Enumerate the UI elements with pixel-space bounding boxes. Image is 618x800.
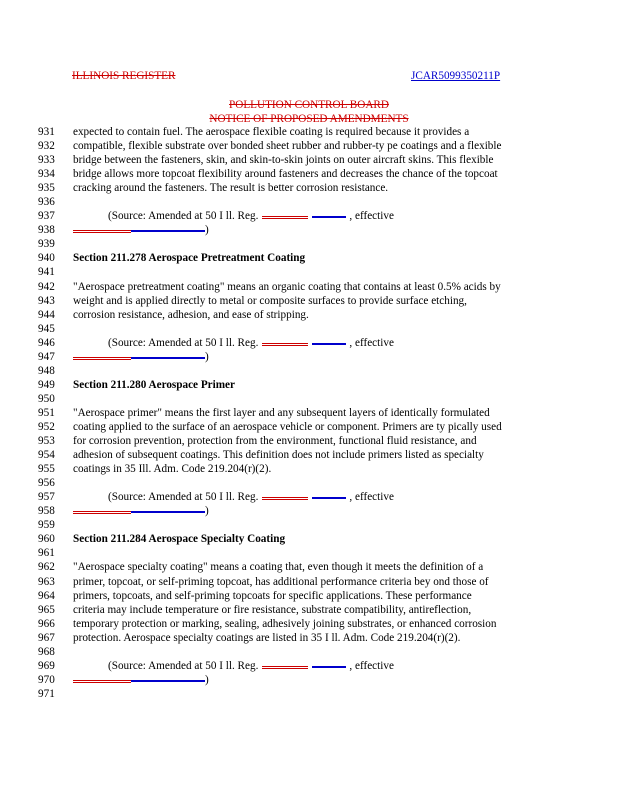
source-text: (Source: Amended at 50 I ll. Reg. [108, 491, 259, 504]
deleted-blank [262, 666, 308, 667]
document-line [0, 294, 618, 308]
document-line [0, 659, 618, 673]
document-line [0, 617, 618, 631]
document-line [0, 308, 618, 322]
deleted-blank [73, 680, 131, 681]
inserted-blank [131, 357, 205, 359]
line-number: 939 [38, 238, 55, 251]
line-number: 941 [38, 266, 55, 279]
line-number: 960 [38, 533, 55, 546]
line-text: "Aerospace primer" means the first layer and any subsequent layers of identically formulated [73, 406, 490, 419]
source-note-end [73, 350, 209, 364]
inserted-blank [312, 497, 346, 499]
line-number: 951 [38, 406, 55, 419]
document-line [0, 476, 618, 490]
inserted-blank [312, 343, 346, 345]
document-line [0, 645, 618, 659]
document-line [0, 631, 618, 645]
line-number: 942 [38, 280, 55, 293]
line-number: 966 [38, 617, 55, 630]
line-number: 961 [38, 547, 55, 560]
inserted-blank [131, 680, 205, 682]
document-line [0, 420, 618, 434]
document-line [0, 153, 618, 167]
document-line [0, 462, 618, 476]
line-number: 963 [38, 575, 55, 588]
deleted-blank [262, 343, 308, 344]
line-number: 932 [38, 140, 55, 153]
line-number: 958 [38, 505, 55, 518]
line-text: adhesion of subsequent coatings. This definition does not include primers listed as specialty [73, 449, 484, 462]
line-number: 959 [38, 519, 55, 532]
line-text: compatible, flexible substrate over bonded sheet rubber and rubber-ty pe coatings and a flexible [73, 140, 502, 153]
document-line [0, 406, 618, 420]
document-line [0, 490, 618, 504]
line-number: 931 [38, 126, 55, 138]
line-number: 953 [38, 435, 55, 448]
source-note [108, 336, 394, 350]
document-line [0, 448, 618, 462]
line-number: 962 [38, 561, 55, 574]
effective-text: , effective [349, 659, 394, 672]
line-text: primer, topcoat, or self-priming topcoat, has additional performance criteria bey ond those of [73, 575, 489, 588]
document-line [0, 181, 618, 195]
line-number: 952 [38, 420, 55, 433]
line-text: cracking around the fasteners. The result is better corrosion resistance. [73, 182, 389, 195]
document-line [0, 687, 618, 701]
line-number: 967 [38, 631, 55, 644]
line-number: 934 [38, 168, 55, 181]
document-line [0, 265, 618, 279]
line-number: 956 [38, 477, 55, 490]
document-line [0, 673, 618, 687]
line-text: coating applied to the surface of an aerospace vehicle or component. Primers are ty pically used [73, 420, 502, 433]
line-number: 970 [38, 673, 55, 686]
document-line [0, 518, 618, 532]
document-line [0, 392, 618, 406]
source-note-end [73, 673, 209, 687]
effective-text: , effective [349, 336, 394, 349]
source-note [108, 209, 394, 223]
line-number: 971 [38, 687, 55, 700]
deleted-blank [73, 357, 131, 358]
line-number: 955 [38, 463, 55, 476]
document-line [0, 532, 618, 546]
line-number: 954 [38, 449, 55, 462]
deleted-blank [73, 230, 131, 231]
document-body [0, 125, 618, 701]
line-text: for corrosion prevention, protection from the environment, functional fluid resistance, and [73, 435, 477, 448]
line-text: coatings in 35 Ill. Adm. Code 219.204(r)(2). [73, 463, 272, 476]
line-text: "Aerospace pretreatment coating" means an organic coating that contains at least 0.5% acids by [73, 280, 501, 293]
line-number: 933 [38, 154, 55, 167]
document-line [0, 251, 618, 265]
line-number: 940 [38, 252, 55, 265]
source-note-end [73, 223, 209, 237]
line-number: 945 [38, 322, 55, 335]
line-number: 935 [38, 182, 55, 195]
closing-paren: ) [205, 505, 209, 518]
document-line [0, 336, 618, 350]
document-line [0, 504, 618, 518]
effective-text: , effective [349, 210, 394, 223]
source-text: (Source: Amended at 50 I ll. Reg. [108, 659, 259, 672]
source-note-end [73, 504, 209, 518]
source-text: (Source: Amended at 50 I ll. Reg. [108, 210, 259, 223]
document-line [0, 560, 618, 574]
document-line [0, 322, 618, 336]
line-text: corrosion resistance, adhesion, and ease of stripping. [73, 308, 309, 321]
closing-paren: ) [205, 673, 209, 686]
document-line [0, 364, 618, 378]
inserted-blank [312, 216, 346, 218]
inserted-blank [312, 666, 346, 668]
deleted-blank [262, 216, 308, 217]
closing-paren: ) [205, 350, 209, 363]
document-line [0, 603, 618, 617]
document-line [0, 575, 618, 589]
document-line [0, 195, 618, 209]
document-line [0, 350, 618, 364]
line-number: 949 [38, 378, 55, 391]
closing-paren: ) [205, 224, 209, 237]
document-line [0, 167, 618, 181]
line-number: 937 [38, 210, 55, 223]
line-text: protection. Aerospace specialty coatings are listed in 35 I ll. Adm. Code 219.204(r)(2). [73, 631, 461, 644]
document-line [0, 125, 618, 139]
line-number: 948 [38, 364, 55, 377]
line-text: bridge allows more topcoat flexibility around fasteners and decreases the chance of the topcoat [73, 168, 498, 181]
line-text: criteria may include temperature or fire resistance, substrate compatibility, antireflection, [73, 603, 472, 616]
document-line [0, 280, 618, 294]
document-line [0, 237, 618, 251]
line-number: 946 [38, 336, 55, 349]
line-text: temporary protection or marking, sealing, adhesively joining substrates, or enhanced corrosion [73, 617, 497, 630]
source-text: (Source: Amended at 50 I ll. Reg. [108, 336, 259, 349]
line-number: 968 [38, 645, 55, 658]
line-number: 938 [38, 224, 55, 237]
section-heading: Section 211.278 Aerospace Pretreatment Coating [73, 252, 306, 265]
document-line [0, 209, 618, 223]
document-line [0, 589, 618, 603]
deleted-blank [262, 497, 308, 498]
line-text: expected to contain fuel. The aerospace flexible coating is required because it provides a [73, 126, 470, 138]
section-heading: Section 211.284 Aerospace Specialty Coating [73, 533, 286, 546]
source-note [108, 490, 394, 504]
line-number: 936 [38, 196, 55, 209]
effective-text: , effective [349, 491, 394, 504]
document-line [0, 546, 618, 560]
document-line [0, 434, 618, 448]
line-number: 969 [38, 659, 55, 672]
document-line [0, 378, 618, 392]
notice-title: NOTICE OF PROPOSED AMENDMENTS [209, 113, 409, 125]
inserted-blank [131, 230, 205, 232]
line-text: primers, topcoats, and self-priming topcoats for specific applications. These performance [73, 589, 472, 602]
agency-title: POLLUTION CONTROL BOARD [229, 99, 389, 111]
line-text: weight and is applied directly to metal or composite surfaces to provide surface etching, [73, 294, 467, 307]
section-heading: Section 211.280 Aerospace Primer [73, 378, 235, 391]
line-number: 965 [38, 603, 55, 616]
line-number: 944 [38, 308, 55, 321]
document-line [0, 223, 618, 237]
line-text: "Aerospace specialty coating" means a coating that, even though it meets the definition of a [73, 561, 484, 574]
register-title: ILLINOIS REGISTER [72, 70, 176, 82]
line-number: 943 [38, 294, 55, 307]
inserted-blank [131, 511, 205, 513]
line-number: 957 [38, 491, 55, 504]
deleted-blank [73, 511, 131, 512]
source-note [108, 659, 394, 673]
line-number: 947 [38, 350, 55, 363]
line-number: 950 [38, 392, 55, 405]
line-number: 964 [38, 589, 55, 602]
line-text: bridge between the fasteners, skin, and skin-to-skin joints on outer aircraft skins. This flexible [73, 154, 494, 167]
document-id: JCAR5099350211P [411, 70, 501, 82]
document-line [0, 139, 618, 153]
